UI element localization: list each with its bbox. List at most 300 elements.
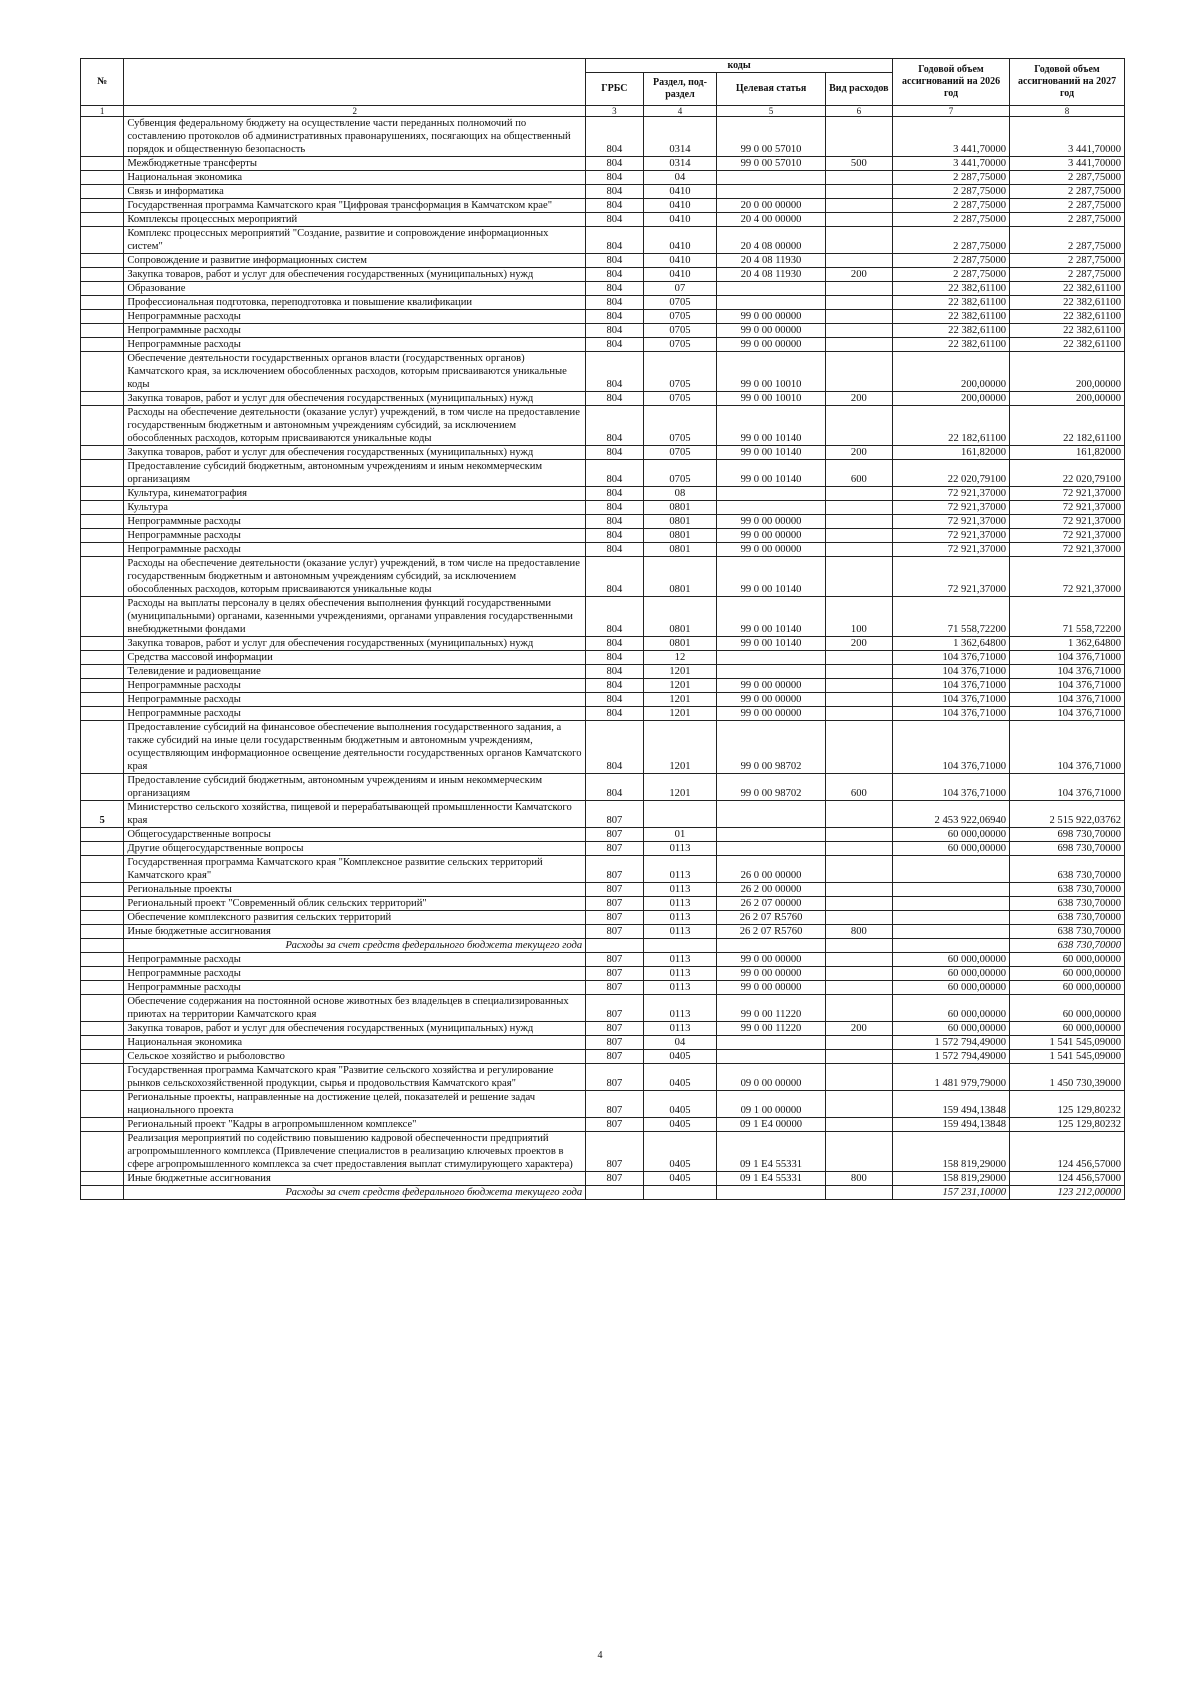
row-name: Обеспечение деятельности государственных органов власти (государственных органов) Камчатского края, за исключением обособленных расходов, которым присваиваются уникальные коды [124, 352, 586, 392]
row-section-code: 0705 [643, 406, 717, 446]
row-amount-2026: 157 231,10000 [892, 1186, 1009, 1200]
row-section-code: 0113 [643, 1022, 717, 1036]
table-row [81, 925, 1125, 939]
row-amount-2027: 1 541 545,09000 [1010, 1036, 1125, 1050]
row-amount-2026: 22 382,61100 [892, 338, 1009, 352]
row-amount-2026: 72 921,37000 [892, 529, 1009, 543]
row-amount-2027: 125 129,80232 [1010, 1091, 1125, 1118]
header-row-top [81, 59, 1125, 73]
row-amount-2026: 104 376,71000 [892, 651, 1009, 665]
row-number [81, 995, 124, 1022]
header-no: № [81, 59, 124, 106]
row-amount-2027: 124 456,57000 [1010, 1132, 1125, 1172]
row-target-code [717, 665, 825, 679]
row-expense-type [825, 883, 892, 897]
row-expense-type [825, 352, 892, 392]
row-target-code [717, 651, 825, 665]
row-amount-2027: 72 921,37000 [1010, 557, 1125, 597]
row-amount-2027: 22 382,61100 [1010, 310, 1125, 324]
table-row [81, 1022, 1125, 1036]
row-grbs-code: 804 [586, 501, 643, 515]
table-row [81, 911, 1125, 925]
row-grbs-code: 804 [586, 213, 643, 227]
row-grbs-code: 804 [586, 446, 643, 460]
column-number: 8 [1010, 106, 1125, 117]
row-name: Сопровождение и развитие информационных систем [124, 254, 586, 268]
row-amount-2026 [892, 856, 1009, 883]
row-grbs-code: 804 [586, 392, 643, 406]
row-expense-type [825, 324, 892, 338]
row-amount-2026: 104 376,71000 [892, 679, 1009, 693]
row-target-code: 20 4 08 11930 [717, 268, 825, 282]
row-amount-2026: 2 287,75000 [892, 213, 1009, 227]
table-body [81, 117, 1125, 1200]
row-number [81, 842, 124, 856]
row-amount-2026: 22 382,61100 [892, 324, 1009, 338]
row-number [81, 1064, 124, 1091]
row-target-code: 99 0 00 57010 [717, 157, 825, 171]
note-row [81, 1186, 1125, 1200]
column-number-row [81, 106, 1125, 117]
row-expense-type [825, 117, 892, 157]
row-number [81, 967, 124, 981]
row-amount-2026 [892, 897, 1009, 911]
row-target-code: 20 4 00 00000 [717, 213, 825, 227]
row-name: Телевидение и радиовещание [124, 665, 586, 679]
row-amount-2026: 200,00000 [892, 352, 1009, 392]
row-number [81, 774, 124, 801]
row-target-code: 26 2 07 00000 [717, 897, 825, 911]
row-grbs-code [586, 939, 643, 953]
row-name: Закупка товаров, работ и услуг для обеспечения государственных (муниципальных) нужд [124, 1022, 586, 1036]
row-target-code: 99 0 00 00000 [717, 529, 825, 543]
row-amount-2027: 200,00000 [1010, 352, 1125, 392]
row-amount-2027: 2 287,75000 [1010, 254, 1125, 268]
row-section-code: 0113 [643, 856, 717, 883]
row-amount-2026: 72 921,37000 [892, 501, 1009, 515]
row-number [81, 254, 124, 268]
row-number [81, 213, 124, 227]
row-amount-2027: 638 730,70000 [1010, 897, 1125, 911]
row-target-code: 09 0 00 00000 [717, 1064, 825, 1091]
row-number [81, 392, 124, 406]
row-amount-2026: 72 921,37000 [892, 487, 1009, 501]
table-row [81, 801, 1125, 828]
row-expense-type [825, 1091, 892, 1118]
row-expense-type [825, 282, 892, 296]
row-grbs-code: 804 [586, 543, 643, 557]
row-expense-type [825, 1064, 892, 1091]
row-target-code: 99 0 00 00000 [717, 707, 825, 721]
row-amount-2026: 3 441,70000 [892, 117, 1009, 157]
row-amount-2027: 1 450 730,39000 [1010, 1064, 1125, 1091]
table-row [81, 637, 1125, 651]
row-grbs-code: 807 [586, 1132, 643, 1172]
row-name: Непрограммные расходы [124, 543, 586, 557]
row-name: Предоставление субсидий на финансовое обеспечение выполнения государственного задания, а также субсидий на иные цели государственным бюджетным и автономным учреждениям, осуществляющим информационное освещение деятельности государственных органов Камчатского края [124, 721, 586, 774]
header-grbs: ГРБС [586, 73, 643, 106]
row-section-code: 04 [643, 1036, 717, 1050]
row-amount-2026: 22 382,61100 [892, 296, 1009, 310]
row-amount-2026: 158 819,29000 [892, 1172, 1009, 1186]
row-target-code: 26 0 00 00000 [717, 856, 825, 883]
row-number [81, 883, 124, 897]
row-amount-2026 [892, 911, 1009, 925]
row-number [81, 925, 124, 939]
table-row [81, 842, 1125, 856]
row-grbs-code: 804 [586, 774, 643, 801]
row-amount-2027: 1 362,64800 [1010, 637, 1125, 651]
row-amount-2026: 2 453 922,06940 [892, 801, 1009, 828]
row-number [81, 856, 124, 883]
column-number: 2 [124, 106, 586, 117]
row-amount-2026: 2 287,75000 [892, 268, 1009, 282]
table-row [81, 651, 1125, 665]
row-name: Закупка товаров, работ и услуг для обеспечения государственных (муниципальных) нужд [124, 392, 586, 406]
row-number [81, 1036, 124, 1050]
row-target-code: 99 0 00 10140 [717, 637, 825, 651]
row-number [81, 721, 124, 774]
row-amount-2026: 72 921,37000 [892, 557, 1009, 597]
row-amount-2026: 2 287,75000 [892, 227, 1009, 254]
row-number [81, 1132, 124, 1172]
row-section-code [643, 939, 717, 953]
row-expense-type [825, 953, 892, 967]
row-name: Расходы на выплаты персоналу в целях обеспечения выполнения функций государственными (муниципальными) органами, казенными учреждениями, органами управления государственными внебюджетными фондами [124, 597, 586, 637]
row-amount-2026: 159 494,13848 [892, 1118, 1009, 1132]
row-name: Иные бюджетные ассигнования [124, 1172, 586, 1186]
row-section-code: 0705 [643, 338, 717, 352]
row-expense-type [825, 1036, 892, 1050]
row-grbs-code: 807 [586, 1118, 643, 1132]
row-name: Обеспечение содержания на постоянной основе животных без владельцев в специализированных приютах на территории Камчатского края [124, 995, 586, 1022]
table-row [81, 1132, 1125, 1172]
row-expense-type [825, 856, 892, 883]
row-grbs-code: 804 [586, 515, 643, 529]
row-expense-type [825, 185, 892, 199]
row-amount-2026: 60 000,00000 [892, 842, 1009, 856]
row-expense-type [825, 199, 892, 213]
row-section-code: 0410 [643, 199, 717, 213]
row-number [81, 1050, 124, 1064]
row-grbs-code: 807 [586, 1036, 643, 1050]
row-section-code: 0113 [643, 911, 717, 925]
row-expense-type [825, 911, 892, 925]
row-expense-type [825, 543, 892, 557]
table-row [81, 487, 1125, 501]
row-expense-type [825, 171, 892, 185]
row-grbs-code: 807 [586, 828, 643, 842]
row-name: Культура [124, 501, 586, 515]
row-amount-2026: 2 287,75000 [892, 171, 1009, 185]
row-section-code: 0405 [643, 1064, 717, 1091]
row-expense-type [825, 897, 892, 911]
table-row [81, 157, 1125, 171]
table-row [81, 199, 1125, 213]
table-row [81, 392, 1125, 406]
table-row [81, 721, 1125, 774]
row-expense-type: 100 [825, 597, 892, 637]
row-section-code: 0705 [643, 352, 717, 392]
row-amount-2027: 638 730,70000 [1010, 856, 1125, 883]
row-number [81, 1091, 124, 1118]
row-name: Образование [124, 282, 586, 296]
row-expense-type [825, 665, 892, 679]
column-number: 5 [717, 106, 825, 117]
header-exp-type: Вид расходов [825, 73, 892, 106]
row-section-code: 1201 [643, 707, 717, 721]
row-number [81, 939, 124, 953]
row-target-code: 26 2 07 R5760 [717, 925, 825, 939]
row-target-code: 99 0 00 10140 [717, 446, 825, 460]
row-amount-2027: 60 000,00000 [1010, 981, 1125, 995]
row-name: Культура, кинематография [124, 487, 586, 501]
row-section-code: 0705 [643, 324, 717, 338]
row-section-code: 0410 [643, 185, 717, 199]
row-target-code: 99 0 00 11220 [717, 1022, 825, 1036]
row-number [81, 1186, 124, 1200]
row-name: Предоставление субсидий бюджетным, автономным учреждениям и иным некоммерческим организациям [124, 774, 586, 801]
row-section-code: 0113 [643, 967, 717, 981]
row-expense-type: 600 [825, 460, 892, 487]
row-grbs-code: 807 [586, 1091, 643, 1118]
row-amount-2027: 638 730,70000 [1010, 939, 1125, 953]
row-name: Непрограммные расходы [124, 693, 586, 707]
table-row [81, 227, 1125, 254]
row-amount-2027: 104 376,71000 [1010, 651, 1125, 665]
row-target-code: 20 4 08 00000 [717, 227, 825, 254]
row-amount-2027: 22 382,61100 [1010, 296, 1125, 310]
table-row [81, 296, 1125, 310]
row-name: Закупка товаров, работ и услуг для обеспечения государственных (муниципальных) нужд [124, 446, 586, 460]
table-row [81, 338, 1125, 352]
row-grbs-code: 807 [586, 883, 643, 897]
budget-table [80, 58, 1125, 1200]
row-section-code: 0801 [643, 515, 717, 529]
row-expense-type [825, 801, 892, 828]
row-name: Национальная экономика [124, 1036, 586, 1050]
row-target-code: 99 0 00 98702 [717, 721, 825, 774]
column-number: 1 [81, 106, 124, 117]
row-grbs-code: 804 [586, 254, 643, 268]
row-name: Непрограммные расходы [124, 707, 586, 721]
row-target-code [717, 296, 825, 310]
row-grbs-code: 807 [586, 801, 643, 828]
row-expense-type [825, 651, 892, 665]
table-row [81, 707, 1125, 721]
row-section-code: 0410 [643, 213, 717, 227]
row-section-code: 1201 [643, 721, 717, 774]
row-section-code: 0705 [643, 460, 717, 487]
row-section-code: 0705 [643, 310, 717, 324]
row-number [81, 324, 124, 338]
row-target-code: 99 0 00 10010 [717, 352, 825, 392]
row-grbs-code: 807 [586, 925, 643, 939]
row-grbs-code: 804 [586, 721, 643, 774]
row-number [81, 487, 124, 501]
row-number [81, 897, 124, 911]
row-name: Непрограммные расходы [124, 679, 586, 693]
row-grbs-code: 804 [586, 651, 643, 665]
row-target-code [717, 801, 825, 828]
row-target-code [717, 185, 825, 199]
row-name: Расходы за счет средств федерального бюджета текущего года [124, 939, 586, 953]
row-name: Предоставление субсидий бюджетным, автономным учреждениям и иным некоммерческим организациям [124, 460, 586, 487]
row-grbs-code: 804 [586, 406, 643, 446]
row-amount-2026: 104 376,71000 [892, 721, 1009, 774]
row-name: Расходы на обеспечение деятельности (оказание услуг) учреждений, в том числе на предоставление государственным бюджетным и автономным учреждениям субсидий, за исключением обособленных расходов, которым присваиваются уникальные коды [124, 406, 586, 446]
row-name: Профессиональная подготовка, переподготовка и повышение квалификации [124, 296, 586, 310]
table-row [81, 981, 1125, 995]
row-expense-type [825, 1118, 892, 1132]
row-amount-2027: 104 376,71000 [1010, 679, 1125, 693]
header-codes: коды [586, 59, 893, 73]
row-amount-2026: 3 441,70000 [892, 157, 1009, 171]
table-row [81, 185, 1125, 199]
row-target-code [717, 828, 825, 842]
row-amount-2026: 60 000,00000 [892, 995, 1009, 1022]
row-amount-2027: 60 000,00000 [1010, 953, 1125, 967]
table-row [81, 967, 1125, 981]
row-section-code: 07 [643, 282, 717, 296]
row-grbs-code: 804 [586, 157, 643, 171]
row-number [81, 515, 124, 529]
row-amount-2027: 72 921,37000 [1010, 543, 1125, 557]
row-number [81, 199, 124, 213]
row-number [81, 338, 124, 352]
table-row [81, 557, 1125, 597]
row-target-code: 99 0 00 10140 [717, 406, 825, 446]
table-row [81, 1091, 1125, 1118]
row-amount-2026: 2 287,75000 [892, 254, 1009, 268]
row-expense-type [825, 967, 892, 981]
row-amount-2027: 161,82000 [1010, 446, 1125, 460]
row-section-code: 12 [643, 651, 717, 665]
row-amount-2026: 158 819,29000 [892, 1132, 1009, 1172]
row-name: Расходы на обеспечение деятельности (оказание услуг) учреждений, в том числе на предоставление государственным бюджетным и автономным учреждениям субсидий, за исключением обособленных расходов, которым присваиваются уникальные коды [124, 557, 586, 597]
table-row [81, 1064, 1125, 1091]
row-name: Непрограммные расходы [124, 981, 586, 995]
row-amount-2027: 1 541 545,09000 [1010, 1050, 1125, 1064]
row-amount-2027: 71 558,72200 [1010, 597, 1125, 637]
row-amount-2026: 22 382,61100 [892, 310, 1009, 324]
row-amount-2027: 60 000,00000 [1010, 995, 1125, 1022]
row-section-code: 1201 [643, 774, 717, 801]
row-amount-2027: 22 382,61100 [1010, 338, 1125, 352]
row-number [81, 693, 124, 707]
row-name: Реализация мероприятий по содействию повышению кадровой обеспеченности предприятий агропромышленного комплекса (Привлечение специалистов в реализацию ключевых проектов в сфере агропромышленного комплекса за счет предоставления выплат стимулирующего характера) [124, 1132, 586, 1172]
row-expense-type [825, 828, 892, 842]
row-amount-2026: 71 558,72200 [892, 597, 1009, 637]
row-name: Непрограммные расходы [124, 338, 586, 352]
row-amount-2027: 22 382,61100 [1010, 282, 1125, 296]
row-target-code: 99 0 00 00000 [717, 310, 825, 324]
row-name: Средства массовой информации [124, 651, 586, 665]
row-target-code: 26 2 07 R5760 [717, 911, 825, 925]
row-amount-2027: 638 730,70000 [1010, 925, 1125, 939]
row-expense-type [825, 1132, 892, 1172]
row-amount-2027: 22 020,79100 [1010, 460, 1125, 487]
row-grbs-code: 804 [586, 338, 643, 352]
row-target-code: 99 0 00 10010 [717, 392, 825, 406]
row-expense-type [825, 1186, 892, 1200]
row-amount-2026: 2 287,75000 [892, 199, 1009, 213]
row-amount-2026: 60 000,00000 [892, 953, 1009, 967]
row-grbs-code: 804 [586, 665, 643, 679]
row-number [81, 543, 124, 557]
row-number [81, 828, 124, 842]
row-amount-2026 [892, 939, 1009, 953]
row-amount-2026: 1 362,64800 [892, 637, 1009, 651]
table-row [81, 828, 1125, 842]
row-target-code: 99 0 00 10140 [717, 557, 825, 597]
row-section-code: 0113 [643, 897, 717, 911]
row-section-code: 0410 [643, 254, 717, 268]
row-section-code: 0113 [643, 953, 717, 967]
row-amount-2027: 200,00000 [1010, 392, 1125, 406]
row-grbs-code: 804 [586, 487, 643, 501]
row-section-code [643, 1186, 717, 1200]
row-grbs-code: 804 [586, 707, 643, 721]
row-amount-2026: 60 000,00000 [892, 967, 1009, 981]
row-number [81, 707, 124, 721]
row-target-code: 99 0 00 00000 [717, 338, 825, 352]
row-number [81, 352, 124, 392]
row-amount-2026: 72 921,37000 [892, 515, 1009, 529]
row-target-code: 20 4 08 11930 [717, 254, 825, 268]
row-amount-2026: 200,00000 [892, 392, 1009, 406]
row-number [81, 157, 124, 171]
row-name: Расходы за счет средств федерального бюджета текущего года [124, 1186, 586, 1200]
row-amount-2027: 698 730,70000 [1010, 842, 1125, 856]
table-row [81, 282, 1125, 296]
row-amount-2026: 72 921,37000 [892, 543, 1009, 557]
row-amount-2027: 22 182,61100 [1010, 406, 1125, 446]
row-amount-2027: 2 287,75000 [1010, 171, 1125, 185]
table-row [81, 446, 1125, 460]
row-section-code: 0113 [643, 995, 717, 1022]
row-amount-2027: 104 376,71000 [1010, 721, 1125, 774]
row-amount-2026: 159 494,13848 [892, 1091, 1009, 1118]
row-target-code [717, 501, 825, 515]
row-number [81, 268, 124, 282]
row-target-code [717, 171, 825, 185]
row-name: Государственная программа Камчатского края "Развитие сельского хозяйства и регулирование рынков сельскохозяйственной продукции, сырья и продовольствия Камчатского края" [124, 1064, 586, 1091]
row-name: Комплексы процессных мероприятий [124, 213, 586, 227]
row-amount-2026: 161,82000 [892, 446, 1009, 460]
row-section-code: 0801 [643, 637, 717, 651]
row-target-code [717, 282, 825, 296]
row-target-code: 26 2 00 00000 [717, 883, 825, 897]
row-number [81, 446, 124, 460]
row-grbs-code: 804 [586, 557, 643, 597]
row-amount-2027: 125 129,80232 [1010, 1118, 1125, 1132]
row-section-code: 1201 [643, 665, 717, 679]
row-grbs-code: 807 [586, 1022, 643, 1036]
row-expense-type: 200 [825, 637, 892, 651]
table-row [81, 310, 1125, 324]
row-section-code: 01 [643, 828, 717, 842]
table-row [81, 856, 1125, 883]
row-name: Региональные проекты [124, 883, 586, 897]
row-number: 5 [81, 801, 124, 828]
row-target-code [717, 842, 825, 856]
row-expense-type [825, 721, 892, 774]
row-number [81, 296, 124, 310]
row-target-code: 99 0 00 10140 [717, 597, 825, 637]
row-amount-2026: 2 287,75000 [892, 185, 1009, 199]
row-expense-type: 200 [825, 446, 892, 460]
